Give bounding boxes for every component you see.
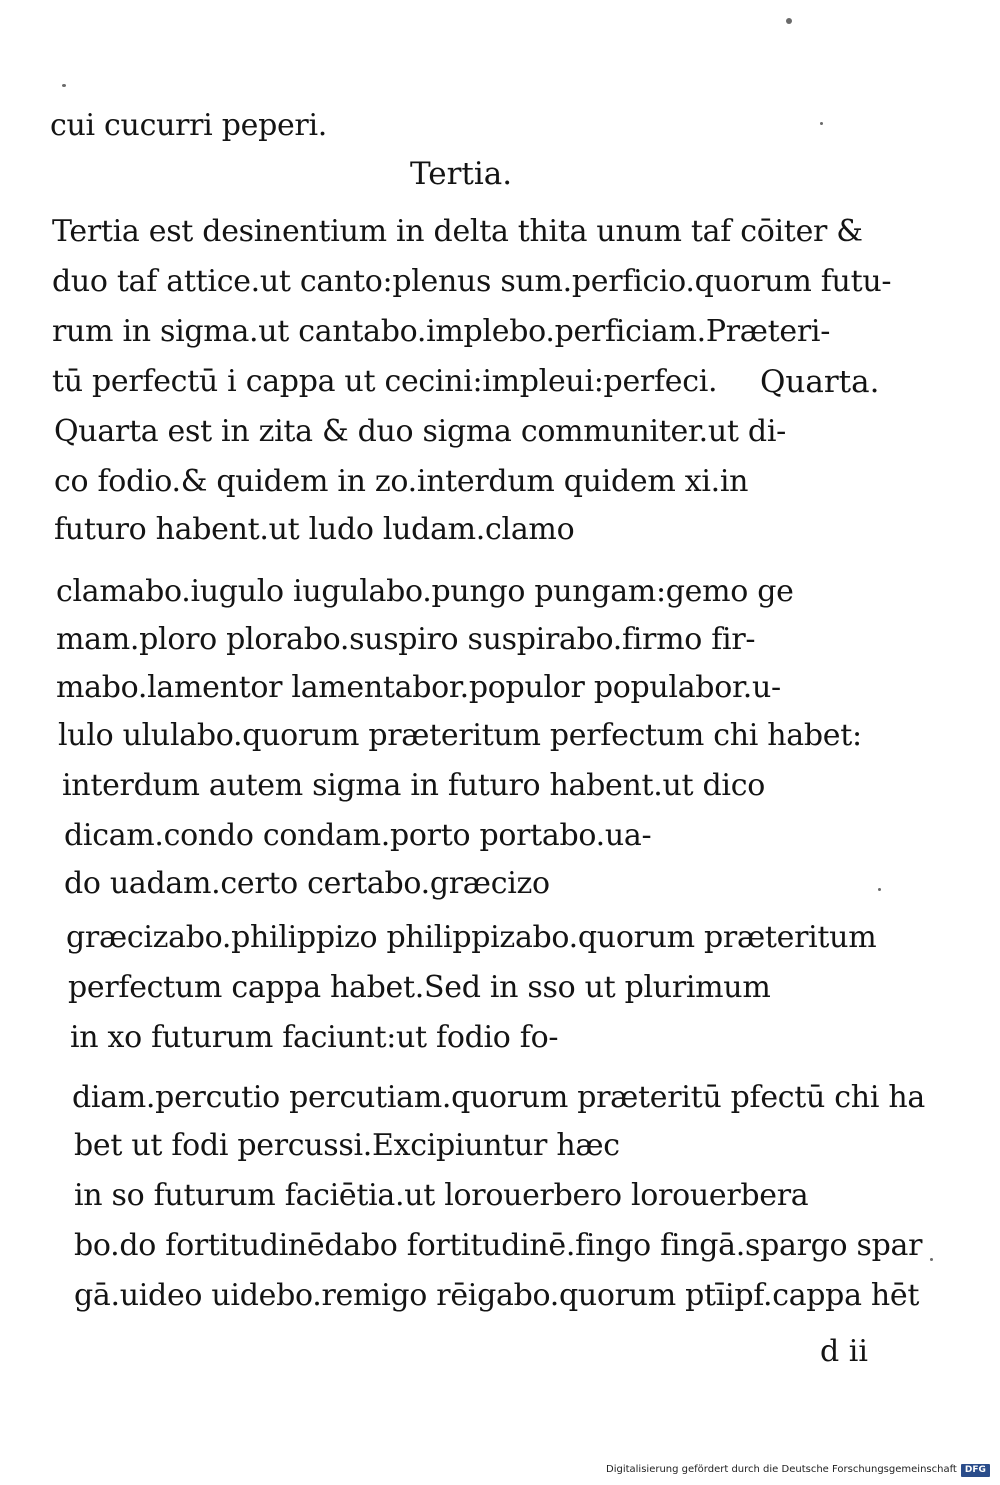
- scan-speck: [62, 84, 66, 87]
- footer-text: Digitalisierung gefördert durch die Deutsche Forschungsgemeinschaft: [606, 1464, 957, 1475]
- section-heading-tertia: Tertia.: [410, 156, 513, 192]
- text-line: lulo ululabo.quorum præteritum perfectum chi habet:: [58, 718, 862, 753]
- text-line: dicam.condo condam.porto portabo.ua-: [64, 818, 652, 853]
- text-line: duo taf attice.ut canto:plenus sum.perficio.quorum futu-: [52, 264, 892, 299]
- text-line: futuro habent.ut ludo ludam.clamo: [54, 512, 575, 547]
- text-line: bo.do fortitudinēdabo fortitudinē.fingo fingā.spargo spar: [74, 1228, 923, 1263]
- section-heading-quarta: Quarta.: [760, 364, 880, 400]
- text-line: do uadam.certo certabo.græcizo: [64, 866, 550, 901]
- text-line: mabo.lamentor lamentabor.populor populabor.u-: [56, 670, 781, 705]
- signature-mark: d ii: [820, 1334, 868, 1369]
- scan-speck: [878, 888, 881, 891]
- scan-speck: [820, 122, 823, 125]
- text-line: in xo futurum faciunt:ut fodio fo-: [70, 1020, 559, 1055]
- text-line: rum in sigma.ut cantabo.implebo.perficiam.Præteri-: [52, 314, 831, 349]
- text-line: in so futurum faciētia.ut lorouerbero lorouerbera: [74, 1178, 809, 1213]
- text-line: diam.percutio percutiam.quorum præteritū pfectū chi ha: [72, 1080, 925, 1115]
- digitization-footer: [606, 1462, 990, 1478]
- scan-speck: [786, 18, 792, 24]
- text-line: co fodio.& quidem in zo.interdum quidem xi.in: [54, 464, 749, 499]
- text-line: gā.uideo uidebo.remigo rēigabo.quorum ptīipf.cappa hēt: [74, 1278, 920, 1313]
- text-line: clamabo.iugulo iugulabo.pungo pungam:gemo ge: [56, 574, 794, 609]
- text-line: perfectum cappa habet.Sed in sso ut plurimum: [68, 970, 771, 1005]
- scan-speck: [930, 1258, 933, 1261]
- text-line: Tertia est desinentium in delta thita unum taf cōiter &: [52, 214, 863, 249]
- text-line: interdum autem sigma in futuro habent.ut dico: [62, 768, 765, 803]
- text-line: tū perfectū i cappa ut cecini:impleui:perfeci.: [52, 364, 718, 399]
- dfg-logo: DFG: [961, 1464, 990, 1477]
- text-line: mam.ploro plorabo.suspiro suspirabo.firmo fir-: [56, 622, 756, 657]
- text-line: bet ut fodi percussi.Excipiuntur hæc: [74, 1128, 620, 1163]
- text-line: Quarta est in zita & duo sigma communiter.ut di-: [54, 414, 786, 449]
- text-line: græcizabo.philippizo philippizabo.quorum præteritum: [66, 920, 877, 955]
- text-line: cui cucurri peperi.: [50, 108, 328, 143]
